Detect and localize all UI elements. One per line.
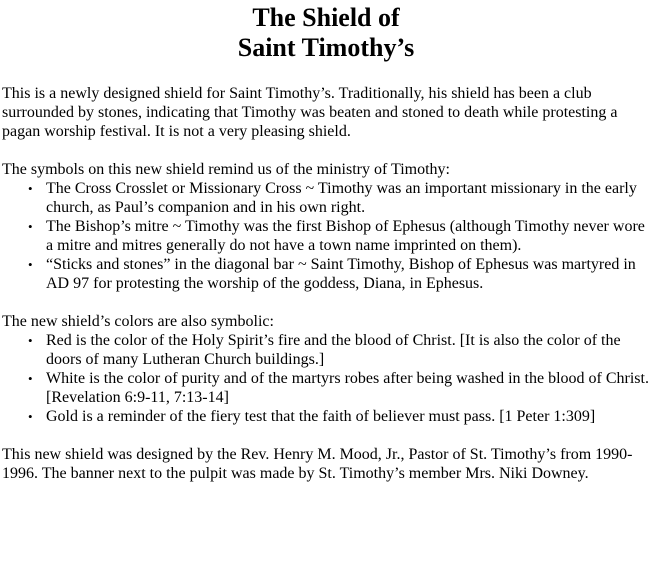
colors-list [2,331,650,426]
page-title-line-2: Saint Timothy’s [237,33,415,62]
bullet-icon: • [28,257,33,272]
colors-lead-paragraph: The new shield’s colors are also symbolic: [2,313,274,330]
list-item-text: White is the color of purity and of the martyrs robes after being washed in the blood of Christ. [Revelation 6:9-11, 7:13-14] [46,370,649,406]
colors-list-item [2,407,650,426]
list-item-text: The Bishop’s mitre ~ Timothy was the first Bishop of Ephesus (although Timothy never wore a mitre and mitres generally do not have a town name imprinted on them). [46,218,645,254]
list-item-text: Gold is a reminder of the fiery test that the faith of believer must pass. [1 Peter 1:309] [46,408,596,425]
symbols-lead-paragraph: The symbols on this new shield remind us of the ministry of Timothy: [2,161,450,178]
colors-list-item [2,331,650,369]
list-item-text: Red is the color of the Holy Spirit’s fire and the blood of Christ. [It is also the color of the doors of many Lutheran Church buildings.] [46,332,621,368]
list-item-text: The Cross Crosslet or Missionary Cross ~ Timothy was an important missionary in the early church, as Paul’s companion and in his own right. [46,180,637,216]
symbols-list-item [2,217,650,255]
document-page [2,0,650,483]
bullet-icon: • [28,181,33,196]
page-title [2,0,650,63]
symbols-list-item [2,255,650,293]
page-title-line-1: The Shield of [252,3,400,32]
symbols-list [2,179,650,293]
colors-list-item [2,369,650,407]
bullet-icon: • [28,409,33,424]
symbols-list-item [2,179,650,217]
list-item-text: “Sticks and stones” in the diagonal bar ~ Saint Timothy, Bishop of Ephesus was martyred in AD 97 for protesting the worship of the goddess, Diana, in Ephesus. [46,256,636,292]
bullet-icon: • [28,333,33,348]
intro-paragraph: This is a newly designed shield for Saint Timothy’s. Traditionally, his shield has been a club surrounded by stones, indicating that Timothy was beaten and stoned to death while protesting a pagan worship festival. It is not a very pleasing shield. [2,85,618,140]
bullet-icon: • [28,219,33,234]
bullet-icon: • [28,371,33,386]
closing-paragraph: This new shield was designed by the Rev. Henry M. Mood, Jr., Pastor of St. Timothy’s from 1990-1996. The banner next to the pulpit was made by St. Timothy’s member Mrs. Niki Downey. [2,446,633,482]
